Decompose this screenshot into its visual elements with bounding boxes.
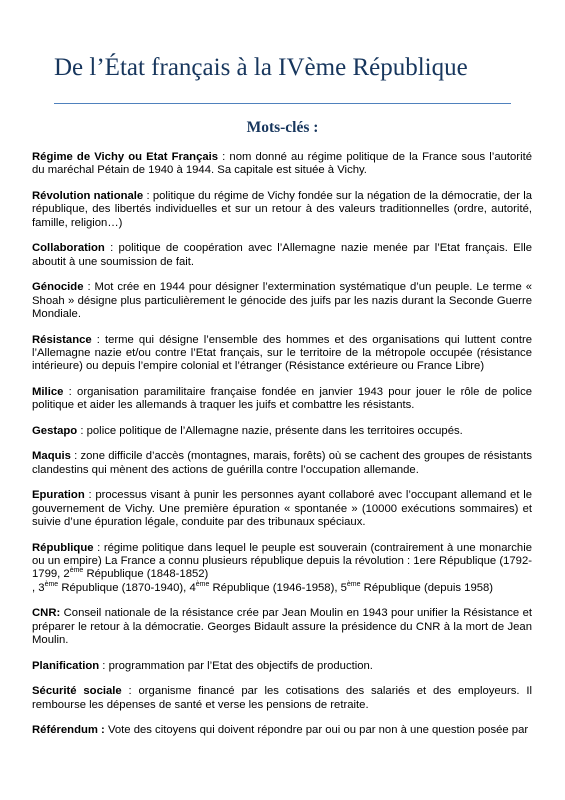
term: Sécurité sociale [32,685,122,698]
superscript: ème [69,567,84,575]
definition-text: : Mot crée en 1944 pour désigner l’extermination systématique d’un peuple. Le terme « Shoah » désigne plus particulièrement le génocide des juifs par les nazis durant la Seconde Guerre Mondiale. [32,281,532,320]
definition-text: : processus visant à punir les personnes ayant collaboré avec l’occupant allemand et le gouvernement de Vichy. Une première épuration « spontanée » (10000 exécutions sommaires) et suivie d’une épuration légale, conduite par des tribunaux spéciaux. [32,489,532,529]
superscript: ème [195,580,210,588]
definition-cnr [32,607,532,647]
definition-planification [32,660,532,673]
page-title: De l’État français à la IVème République [54,54,468,81]
definition-text: République (1848-1852) [83,568,209,581]
definition-genocide [32,281,532,321]
definition-text: : police politique de l’Allemagne nazie, présente dans les territoires occupés. [77,424,463,437]
term: Collaboration [32,242,105,255]
definition-text: République (1946-1958), 5 [209,581,347,594]
definition-text: : organisation paramilitaire française fondée en janvier 1943 pour jouer le rôle de police politique et aider les allemands à traquer les juifs et combattre les résistants. [32,385,532,412]
definition-epuration [32,489,532,529]
term: Référendum : [32,724,105,737]
definition-text: : programmation par l’Etat des objectifs de production. [99,659,373,672]
superscript: ème [44,580,59,588]
definition-vichy [32,151,532,178]
definition-text: : organisme financé par les cotisations des salariés et des employeurs. Il rembourse les dépenses de santé et verse les pensions de retraite. [32,685,532,711]
definition-gestapo [32,425,532,438]
definitions-list [32,151,532,750]
definition-text: : régime politique dans lequel le peuple est souverain (contrairement à une monarchie ou un empire) La France a connu plusieurs république depuis la révolution : 1ere République (1792-1799, 2 [32,541,532,581]
definition-referendum [32,724,532,737]
term: Maquis [32,450,71,463]
term: Milice [32,385,64,398]
definition-text: : nom donné au régime politique de la France sous l’autorité du maréchal Pétain de 1940 à 1944. Sa capitale est située à Vichy. [32,151,532,177]
definition-text: République (1870-1940), 4 [58,581,196,594]
definition-collaboration [32,242,532,269]
definition-maquis [32,450,532,477]
definition-text: : politique du régime de Vichy fondée sur la négation de la démocratie, der la république, des libertés individuelles et sur un retour à des valeurs traditionnelles (ordre, autorité, famille, religion…) [32,189,532,229]
term: CNR: [32,607,61,620]
definition-resistance [32,334,532,374]
definition-republique [32,542,532,595]
definition-milice [32,386,532,413]
definition-text: , 3 [32,581,45,594]
definition-text: Conseil nationale de la résistance crée par Jean Moulin en 1943 pour unifier la Résistance et préparer le retour à la démocratie. Georges Bidault assure la présidence du CNR à la mort de Jean Moulin. [32,607,532,646]
term: République [32,541,94,554]
term: Génocide [32,281,84,294]
definition-text: : terme qui désigne l’ensemble des hommes et des organisations qui luttent contre l’Allemagne nazie et/ou contre l’Etat français, sur le territoire de la métropole occupée (résistance intérieure) ou depuis l’empire colonial et l’étranger (Résistance extérieure ou France Libre) [32,333,532,373]
term: Epuration [32,489,85,502]
term: Résistance [32,333,92,346]
definition-text: République (depuis 1958) [360,581,494,594]
definition-text: Vote des citoyens qui doivent répondre par oui ou par non à une question posée par [104,724,529,737]
term: Régime de Vichy ou Etat Français [32,151,219,163]
term: Planification [32,659,100,672]
term: Gestapo [32,424,78,437]
superscript: ème [346,580,361,588]
definition-text: : politique de coopération avec l’Allemagne nazie menée par l’Etat français. Elle aboutit à une soumission de fait. [32,242,532,268]
term: Révolution nationale [32,189,144,202]
section-heading: Mots-clés : [246,119,319,136]
definition-revolution-nationale [32,190,532,230]
definition-securite-sociale [32,685,532,712]
definition-text: : zone difficile d’accès (montagnes, marais, forêts) où se cachent des groupes de résistants clandestins qui mènent des actions de guérilla contre l’occupation allemande. [32,450,532,476]
title-underline [54,103,511,104]
